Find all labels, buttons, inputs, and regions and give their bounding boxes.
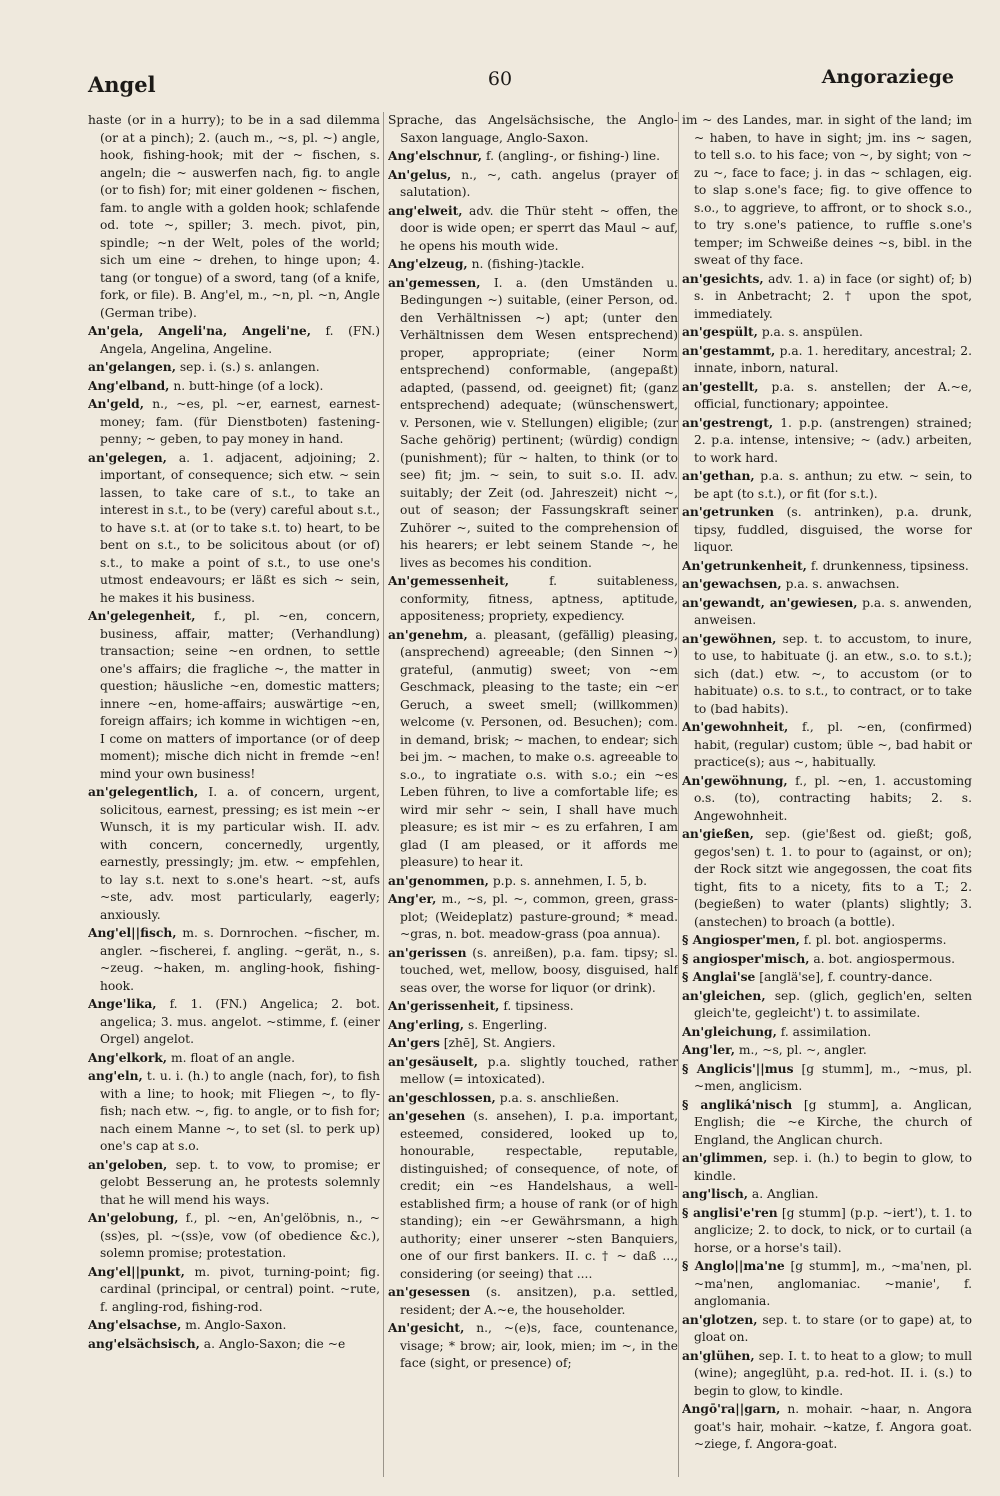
- dictionary-entry: [388, 872, 678, 891]
- column-divider: [678, 112, 679, 1477]
- dictionary-entry: [88, 1335, 380, 1354]
- definition: [g stumm], m., ~ma'nen, pl. ~ma'nen, anglomaniac. ~manie', f. anglomania.: [694, 1259, 972, 1308]
- headword: an'gelangen,: [88, 359, 176, 374]
- headword: an'gesessen: [388, 1284, 471, 1299]
- headword: An'gers: [388, 1035, 440, 1050]
- dictionary-entry: [682, 1257, 972, 1311]
- dictionary-entry: [88, 1156, 380, 1210]
- dictionary-entry: [682, 594, 972, 630]
- dictionary-entry: [682, 1185, 972, 1204]
- definition: p.p. s. annehmen, I. 5, b.: [492, 873, 647, 888]
- column-3: [682, 112, 972, 1487]
- dictionary-entry: [682, 987, 972, 1023]
- definition: [g stumm], m., ~mus, pl. ~men, anglicism.: [694, 1061, 972, 1093]
- definition: a. Anglian.: [751, 1187, 819, 1201]
- headword: Ang'elsachse,: [88, 1317, 182, 1332]
- dictionary-entry: [682, 950, 972, 969]
- headword: an'geschlossen,: [388, 1089, 496, 1105]
- definition: p.a. s. anstellen; der A.~e, official, functionary; appointee.: [694, 379, 972, 411]
- definition: sep. i. (s.) s. anlangen.: [179, 360, 320, 374]
- definition: p.a. s. anwenden, anweisen.: [694, 595, 972, 627]
- column-divider: [383, 112, 384, 1477]
- definition: adv. die Thür steht ~ offen, the door is wide open; er sperrt das Maul ~ auf, he opens his mouth wide.: [400, 203, 678, 253]
- headword: an'gemessen,: [388, 274, 481, 290]
- column-1: [88, 112, 380, 1487]
- headword: ang'elweit,: [388, 202, 463, 218]
- dictionary-entry: [88, 607, 380, 783]
- definition: f. 1. (FN.) Angelica; 2. bot. angelica; 3. mus. angelot. ~stimme, f. (einer Orgel) angelot.: [100, 997, 380, 1046]
- dictionary-entry: [388, 112, 678, 147]
- definition: a. 1. adjacent, adjoining; 2. important, of consequence; sich etw. ~ sein lassen, to take care of s.t., to take an interest in s.t., to be (very) careful about s.t., to have s.t. at (or to take s.t. to) heart, to be bent on s.t., to be solicitous about (or of) s.t., to make a point of s.t., to use one's utmost endeavours; er läßt es sich ~ sein, he makes it his business.: [100, 450, 380, 605]
- dictionary-entry: [388, 944, 678, 998]
- dictionary-entry: [682, 414, 972, 468]
- dictionary-entry: [88, 112, 380, 322]
- definition: [g stumm] (p.p. ~iert'), t. 1. to anglicize; 2. to dock, to nick, or to curtail (a horse, or a horse's tail).: [694, 1205, 972, 1255]
- definition: [anglä'se], f. country-dance.: [759, 970, 933, 984]
- definition: m., ~s, pl. ~, common, green, grass-plot; (Weideplatz) pasture-ground; * mead. ~gras, n. bot. meadow-grass (poa annua).: [400, 892, 678, 941]
- definition: n., ~es, pl. ~er, earnest, earnest-money; fam. (für Dienstboten) fastening-penny; ~ geben, to pay money in hand.: [100, 397, 380, 446]
- headword: an'gleichen,: [682, 987, 766, 1003]
- dictionary-entry: [682, 718, 972, 772]
- dictionary-entry: [682, 270, 972, 324]
- headword: An'gewohnheit,: [682, 719, 789, 734]
- headword: § anglisi'e'ren: [682, 1204, 778, 1220]
- definition: p.a. s. anthun; zu etw. ~ sein, to be apt (to s.t.), or fit (for s.t.).: [694, 469, 972, 501]
- definition: (s. antrinken), p.a. drunk, tipsy, fuddled, disguised, the worse for liquor.: [694, 505, 972, 554]
- headword: Ang'ler,: [682, 1042, 736, 1057]
- headword: Ang'elzeug,: [388, 256, 468, 271]
- headword: an'genehm,: [388, 626, 468, 642]
- dictionary-entry: [88, 1263, 380, 1317]
- headword: an'geloben,: [88, 1156, 168, 1172]
- headword: an'gießen,: [682, 826, 754, 841]
- headword: an'gesehen: [388, 1108, 466, 1123]
- dictionary-entry: [682, 112, 972, 270]
- definition: p.a. s. anspülen.: [761, 325, 863, 339]
- dictionary-entry: [388, 1319, 678, 1373]
- definition: a. Anglo-Saxon; die ~e: [203, 1336, 346, 1351]
- dictionary-entry: [88, 783, 380, 924]
- dictionary-entry: [88, 1316, 380, 1335]
- definition: adv. 1. a) in face (or sight) of; b) s. in Anbetracht; 2. † upon the spot, immediately.: [694, 271, 972, 321]
- dictionary-entry: [88, 1067, 380, 1156]
- definition: sep. t. to accustom, to inure, to use, to habituate (j. an etw., s.o. to s.t.); sich (dat.) etw. ~, to accustom (or to habituate) o.s. to s.t., to contract, or to take to (bad habits).: [694, 631, 972, 716]
- definition: m. float of an angle.: [170, 1050, 296, 1065]
- dictionary-entry: [88, 449, 380, 608]
- definition: p.a. 1. hereditary, ancestral; 2. innate, inborn, natural.: [694, 343, 972, 375]
- definition: s. Engerling.: [467, 1017, 548, 1032]
- headword: An'gleichung,: [682, 1023, 777, 1039]
- dictionary-entry: [88, 358, 380, 377]
- dictionary-entry: [682, 1023, 972, 1042]
- dictionary-entry: [682, 378, 972, 414]
- dictionary-entry: [88, 377, 380, 396]
- headword: § Anglicis'||mus: [682, 1060, 794, 1076]
- headword: an'gethan,: [682, 468, 755, 483]
- headword: An'gerissenheit,: [388, 998, 500, 1013]
- dictionary-entry: [388, 202, 678, 256]
- definition: p.a. s. anschließen.: [499, 1090, 620, 1105]
- definition: (s. ansehen), I. p.a. important, esteemed, considered, looked up to, honourable, respectable, reputable, distinguished; of consequence, of note, of credit; ein ~es Handelshaus, a well-established firm; a house of rank (or of high standing); ein ~er Gewährsmann, a high authority; einer unserer ~sten Banquiers, one of our first bankers. II. c. † ~ daß ..., considering (or seeing) that ....: [400, 1109, 678, 1281]
- dictionary-entry: [682, 1347, 972, 1401]
- headword: Ang'elkork,: [88, 1049, 168, 1065]
- definition: m. Anglo-Saxon.: [185, 1318, 287, 1332]
- dictionary-entry: [682, 467, 972, 503]
- headword: An'geld,: [88, 396, 145, 411]
- definition: p.a. s. anwachsen.: [785, 577, 900, 591]
- headword: An'gelobung,: [88, 1210, 179, 1225]
- page-number: 60: [487, 68, 513, 90]
- dictionary-entry: [682, 968, 972, 987]
- dictionary-entry: [682, 342, 972, 378]
- running-head-right: Angoraziege: [821, 66, 954, 88]
- dictionary-entry: [682, 557, 972, 576]
- dictionary-entry: [682, 772, 972, 826]
- headword: An'gemessenheit,: [388, 573, 510, 588]
- headword: An'getrunkenheit,: [682, 557, 807, 573]
- definition: n. butt-hinge (of a lock).: [173, 378, 324, 393]
- headword: an'gelegentlich,: [88, 784, 199, 799]
- dictionary-entry: [682, 1204, 972, 1258]
- headword: an'genommen,: [388, 872, 489, 888]
- dictionary-entry: [88, 395, 380, 449]
- definition: I. a. (den Umständen u. Bedingungen ~) suitable, (einer Person, od. den Verhältnissen ~) apt; (unter den Verhältnissen dem Wesen entsprechend) proper, appropriate; (einer Norm entsprechend) conformable, (angepaßt) adapted, (passend, od. geeignet) fit; (ganz entsprechend) adequate; (wünschenswert, v. Personen, wie v. Stellungen) eligible; (zur Sache gehörig) pertinent; (würdig) condign (punishment); für ~ halten, to think (or to see) fit; jm. ~ sein, to suit s.o. II. adv. suitably; der Zeit (od. Jahreszeit) nicht ~, out of season; der Fassungskraft seiner Zuhörer ~, suited to the comprehension of his hearers; er lebt seinem Stande ~, he lives as becomes his condition.: [400, 275, 678, 570]
- headword: § angliká'nisch: [682, 1096, 793, 1112]
- definition: [g stumm], a. Anglican, English; die ~e Kirche, the church of England, the Anglican church.: [694, 1097, 972, 1147]
- headword: an'getrunken: [682, 504, 775, 519]
- headword: § Angiosper'men,: [682, 932, 800, 947]
- headword: An'gelus,: [388, 166, 452, 182]
- definition: sep. t. to stare (or to gape) at, to gloat on.: [694, 1312, 972, 1344]
- headword: an'glimmen,: [682, 1150, 768, 1165]
- dictionary-entry: [388, 997, 678, 1016]
- dictionary-entry: [388, 1016, 678, 1035]
- definition: f. suitableness, conformity, fitness, aptness, aptitude, appositeness; propriety, expediency.: [400, 574, 678, 623]
- headword: ang'lisch,: [682, 1186, 748, 1201]
- definition: n. mohair. ~haar, n. Angora goat's hair, mohair. ~katze, f. Angora goat. ~ziege, f. Angora-goat.: [694, 1402, 972, 1451]
- definition: f. pl. bot. angiosperms.: [803, 933, 947, 947]
- definition: haste (or in a hurry); to be in a sad dilemma (or at a pinch); 2. (auch m., ~s, pl. ~) angle, hook, fishing-hook; mit der ~ fischen, s. angeln; die ~ auswerfen nach, fig. to angle (or to fish) for; mit einer goldenen ~ fischen, fam. to angle with a golden hook; schlafende od. tote ~, spiller; 3. mech. pivot, pin, spindle; ~n der Welt, poles of the world; sich um eine ~ drehen, to hinge upon; 4. tang (or tongue) of a sword, tang (of a knife, fork, or file). B. Ang'el, m., ~n, pl. ~n, Angle (German tribe).: [88, 113, 380, 320]
- definition: sep. (glich, geglich'en, selten gleich'te, gegleicht') t. to assimilate.: [694, 988, 972, 1020]
- definition: n., ~(e)s, face, countenance, visage; * brow; air, look, mien; im ~, in the face (sight, or presence) of;: [400, 1321, 678, 1370]
- dictionary-entry: [88, 1049, 380, 1068]
- dictionary-entry: [682, 825, 972, 931]
- headword: an'gestrengt,: [682, 414, 774, 430]
- headword: an'gespült,: [682, 324, 758, 339]
- definition: a. pleasant, (gefällig) pleasing, (ansprechend) agreeable; (den Sinnen ~) grateful, (anmutig) sweet; von ~em Geschmack, pleasing to the taste; ein ~er Geruch, a sweet smell; (willkommen) welcome (v. Personen, od. Besuchen); com. in demand, brisk; ~ machen, to endear; sich bei jm. ~ machen, to make o.s. agreeable to s.o., to ingratiate o.s. with s.o.; ein ~es Leben führen, to live a comfortable life; es wird mir sehr ~ sein, I shall have much pleasure; es ist mir ~ es zu erfahren, I am glad (I am pleased, or it affords me pleasure) to hear it.: [400, 627, 678, 869]
- definition: f. assimilation.: [780, 1024, 872, 1039]
- headword: an'gelegen,: [88, 449, 167, 465]
- definition: m., ~s, pl. ~, angler.: [738, 1043, 867, 1057]
- headword: An'gewöhnung,: [682, 772, 788, 788]
- headword: Ang'erling,: [388, 1016, 465, 1032]
- headword: An'gela, Angeli'na, Angeli'ne,: [88, 323, 311, 338]
- definition: f., pl. ~en, An'gelöbnis, n., ~(ss)es, pl. ~(ss)e, vow (of obedience &c.), solemn promise; protestation.: [100, 1211, 380, 1260]
- headword: Ang'elband,: [88, 377, 170, 393]
- dictionary-entry: [388, 1107, 678, 1283]
- headword: Angō'ra||garn,: [682, 1401, 781, 1416]
- dictionary-entry: [388, 1034, 678, 1053]
- dictionary-entry: [388, 1283, 678, 1319]
- headword: ang'elsächsisch,: [88, 1335, 200, 1351]
- dictionary-entry: [88, 322, 380, 358]
- headword: Ange'lika,: [88, 996, 157, 1011]
- headword: an'gewöhnen,: [682, 630, 777, 646]
- dictionary-entry: [682, 1149, 972, 1185]
- definition: n. (fishing-)tackle.: [471, 257, 585, 271]
- dictionary-entry: [88, 995, 380, 1049]
- dictionary-entry: [682, 323, 972, 342]
- headword: § Anglai'se: [682, 969, 756, 984]
- definition: t. u. i. (h.) to angle (nach, for), to fish with a line; to hook; mit Fliegen ~, to fly-fish; nach etw. ~, fig. to angle, or to fish for; nach einem Manne ~, to set (sl. to perk up) one's cap at s.o.: [100, 1069, 380, 1153]
- definition: f., pl. ~en, concern, business, affair, matter; (Verhandlung) transaction; seine ~en ordnen, to settle one's affairs; die fragliche ~, the matter in question; häusliche ~en, domestic matters; innere ~en, home-affairs; auswärtige ~en, foreign affairs; ich komme in wichtigen ~en, I come on matters of importance (or of deep moment); mische dich nicht in fremde ~en! mind your own business!: [100, 609, 380, 781]
- headword: An'gesicht,: [388, 1320, 465, 1335]
- dictionary-entry: [388, 890, 678, 944]
- headword: an'gestellt,: [682, 378, 759, 394]
- definition: Sprache, das Angelsächsische, the Anglo-Saxon language, Anglo-Saxon.: [388, 113, 678, 145]
- definition: (s. ansitzen), p.a. settled, resident; der A.~e, the householder.: [400, 1285, 678, 1317]
- dictionary-entry: [682, 1041, 972, 1060]
- headword: An'gelegenheit,: [88, 608, 196, 623]
- headword: Ang'el||fisch,: [88, 925, 177, 940]
- dictionary-entry: [88, 1209, 380, 1263]
- definition: n., ~, cath. angelus (prayer of salutation).: [400, 167, 678, 199]
- definition: f. (angling-, or fishing-) line.: [485, 149, 660, 163]
- headword: § Anglo||ma'ne: [682, 1258, 785, 1273]
- definition: f., pl. ~en, 1. accustoming o.s. (to), contracting habits; 2. s. Angewohnheit.: [694, 773, 972, 823]
- definition: sep. t. to vow, to promise; er gelobt Besserung an, he protests solemnly that he will mend his ways.: [100, 1157, 380, 1207]
- dictionary-entry: [388, 255, 678, 274]
- definition: [zhē], St. Angiers.: [443, 1036, 556, 1050]
- definition: sep. I. t. to heat to a glow; to mull (wine); angeglüht, p.a. red-hot. II. i. (s.) to begin to glow, to kindle.: [694, 1348, 972, 1398]
- dictionary-entry: [682, 503, 972, 557]
- dictionary-entry: [88, 924, 380, 995]
- dictionary-entry: [388, 572, 678, 626]
- dictionary-entry: [682, 575, 972, 594]
- headword: an'glotzen,: [682, 1311, 758, 1327]
- definition: p.a. slightly touched, rather mellow (= intoxicated).: [400, 1054, 678, 1086]
- headword: § angiosper'misch,: [682, 950, 810, 966]
- definition: im ~ des Landes, mar. in sight of the land; im ~ haben, to have in sight; jm. ins ~ sagen, to tell s.o. to his face; von ~, by sight; von ~ zu ~, face to face; j. in das ~ schlagen, eig. to slap s.one's face; fig. to give offence to s.o., to aggrieve, to affront, or to shock s.o., to try s.one's patience, to ruffle s.one's temper; im Schweiße deines ~s, bibl. in the sweat of thy face.: [682, 113, 972, 267]
- headword: an'gesichts,: [682, 270, 764, 286]
- dictionary-entry: [388, 626, 678, 872]
- definition: (s. anreißen), p.a. fam. tipsy; sl. touched, wet, mellow, boosy, disguised, half seas over, the worse for liquor (or drink).: [400, 945, 678, 995]
- page-header: [0, 60, 1000, 100]
- dictionary-entry: [682, 630, 972, 719]
- running-head-left: Angel: [88, 72, 156, 97]
- dictionary-entry: [682, 1096, 972, 1150]
- dictionary-entry: [388, 166, 678, 202]
- definition: m. s. Dornrochen. ~fischer, m. angler. ~fischerei, f. angling. ~gerät, n., s. ~zeug. ~haken, m. angling-hook, fishing-hook.: [100, 926, 380, 993]
- headword: Ang'er,: [388, 891, 437, 906]
- headword: an'gewandt, an'gewiesen,: [682, 594, 858, 610]
- headword: an'gestammt,: [682, 342, 776, 358]
- definition: a. bot. angiospermous.: [813, 951, 956, 966]
- definition: f. tipsiness.: [503, 999, 574, 1013]
- definition: f. (FN.) Angela, Angelina, Angeline.: [100, 324, 380, 356]
- definition: sep. (gie'ßest od. gießt; goß, gegos'sen) t. 1. to pour to (against, or on); der Rock sitzt wie angegossen, the coat fits tight, fits to a nicety, fits to a T.; 2. (begießen) to water (plants) slightly; 3. (anstechen) to broach (a bottle).: [694, 827, 972, 929]
- definition: f. drunkenness, tipsiness.: [810, 558, 969, 573]
- definition: 1. p.p. (anstrengen) strained; 2. p.a. intense, intensive; ~ (adv.) arbeiten, to work hard.: [694, 415, 972, 465]
- dictionary-entry: [388, 274, 678, 573]
- headword: Ang'el||punkt,: [88, 1263, 185, 1279]
- dictionary-entry: [388, 147, 678, 166]
- definition: I. a. of concern, urgent, solicitous, earnest, pressing; es ist mein ~er Wunsch, it is my particular wish. II. adv. with concern, concernedly, urgently, earnestly, pressingly; jm. etw. ~ empfehlen, to lay s.t. next to s.one's heart. ~st, aufs ~ste, adv. most particularly, eagerly; anxiously.: [100, 785, 380, 922]
- headword: an'gesäuselt,: [388, 1053, 478, 1069]
- dictionary-entry: [388, 1053, 678, 1089]
- dictionary-entry: [682, 1311, 972, 1347]
- dictionary-entry: [682, 1060, 972, 1096]
- definition: sep. i. (h.) to begin to glow, to kindle.: [694, 1151, 972, 1183]
- definition: m. pivot, turning-point; fig. cardinal (principal, or central) point. ~rute, f. angling-rod, fishing-rod.: [100, 1264, 380, 1314]
- headword: an'gewachsen,: [682, 576, 782, 591]
- dictionary-entry: [388, 1089, 678, 1108]
- headword: Ang'elschnur,: [388, 148, 483, 163]
- headword: ang'eln,: [88, 1068, 143, 1083]
- headword: an'glühen,: [682, 1347, 755, 1363]
- dictionary-entry: [682, 1400, 972, 1454]
- dictionary-entry: [682, 931, 972, 950]
- headword: an'gerissen: [388, 944, 467, 960]
- column-2: [388, 112, 678, 1487]
- definition: f., pl. ~en, (confirmed) habit, (regular) custom; üble ~, bad habit or practice(s); aus ~, habitually.: [694, 720, 972, 769]
